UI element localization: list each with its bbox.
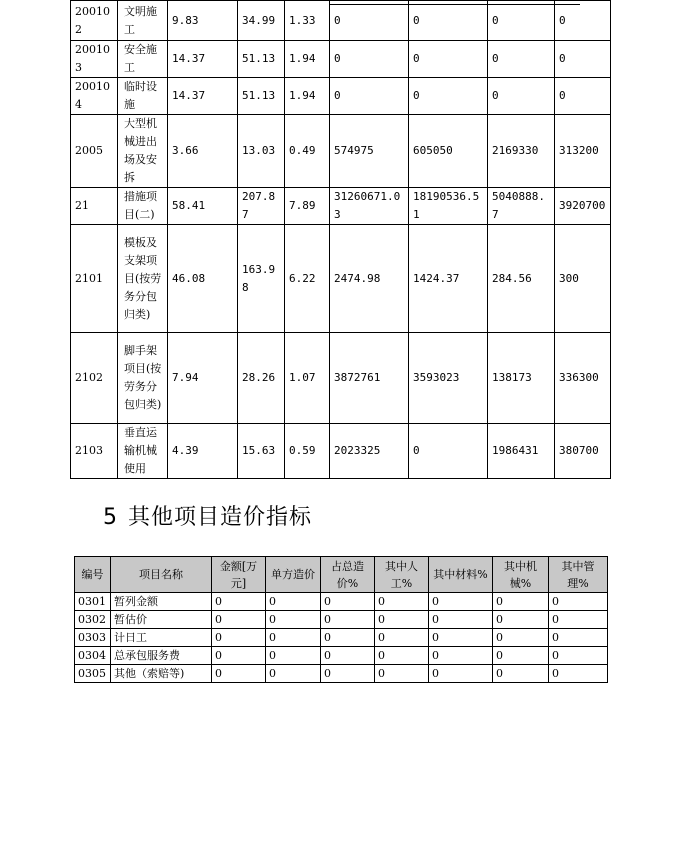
material-cell: 0 xyxy=(429,611,493,629)
item-name: 暂列金额 xyxy=(111,593,212,611)
table-row xyxy=(71,78,611,115)
amount-cell: 4.39 xyxy=(168,424,238,479)
management-cell: 0 xyxy=(555,41,611,78)
amount-cell: 14.37 xyxy=(168,41,238,78)
material-cell: 0 xyxy=(409,424,488,479)
percent-cell: 6.22 xyxy=(285,225,330,333)
table-row xyxy=(71,225,611,333)
table-row xyxy=(75,593,608,611)
section-heading xyxy=(103,500,312,531)
management-cell: 0 xyxy=(549,611,608,629)
item-code: 0301 xyxy=(75,593,111,611)
percent-cell: 1.07 xyxy=(285,333,330,424)
table-row xyxy=(75,665,608,683)
labor-cell: 3872761 xyxy=(330,333,409,424)
section-number: 5 xyxy=(103,505,118,530)
table-row xyxy=(71,188,611,225)
management-cell: 0 xyxy=(549,647,608,665)
percent-cell: 0 xyxy=(321,647,375,665)
management-cell: 0 xyxy=(555,78,611,115)
machine-cell: 1986431 xyxy=(488,424,555,479)
item-name: 模板及支架项目(按劳务分包归类) xyxy=(118,225,168,333)
labor-cell: 0 xyxy=(375,629,429,647)
item-code: 0302 xyxy=(75,611,111,629)
material-cell: 0 xyxy=(429,647,493,665)
table-row xyxy=(71,1,611,41)
material-cell: 0 xyxy=(409,1,488,41)
labor-cell: 2023325 xyxy=(330,424,409,479)
item-name: 脚手架项目(按劳务分包归类) xyxy=(118,333,168,424)
labor-cell: 0 xyxy=(375,611,429,629)
amount-cell: 3.66 xyxy=(168,115,238,188)
management-cell: 0 xyxy=(555,1,611,41)
machine-cell: 138173 xyxy=(488,333,555,424)
material-cell: 18190536.51 xyxy=(409,188,488,225)
machine-cell: 0 xyxy=(488,1,555,41)
management-cell: 336300 xyxy=(555,333,611,424)
amount-cell: 0 xyxy=(212,629,266,647)
table-row xyxy=(71,333,611,424)
unit-cost-cell: 0 xyxy=(266,629,321,647)
amount-cell: 0 xyxy=(212,647,266,665)
machine-cell: 0 xyxy=(493,665,549,683)
percent-cell: 0.49 xyxy=(285,115,330,188)
unit-cost-cell: 13.03 xyxy=(238,115,285,188)
header-row xyxy=(75,557,608,593)
column-header: 其中材料% xyxy=(429,557,493,593)
measures-cost-table xyxy=(70,0,611,479)
amount-cell: 0 xyxy=(212,593,266,611)
amount-cell: 46.08 xyxy=(168,225,238,333)
item-name: 临时设施 xyxy=(118,78,168,115)
column-header: 编号 xyxy=(75,557,111,593)
labor-cell: 0 xyxy=(375,593,429,611)
table-row xyxy=(71,41,611,78)
machine-cell: 0 xyxy=(493,629,549,647)
percent-cell: 0.59 xyxy=(285,424,330,479)
unit-cost-cell: 34.99 xyxy=(238,1,285,41)
material-cell: 3593023 xyxy=(409,333,488,424)
item-name: 文明施工 xyxy=(118,1,168,41)
section-title: 其他项目造价指标 xyxy=(128,505,313,530)
percent-cell: 7.89 xyxy=(285,188,330,225)
percent-cell: 1.94 xyxy=(285,78,330,115)
percent-cell: 1.94 xyxy=(285,41,330,78)
machine-cell: 0 xyxy=(493,611,549,629)
item-name: 措施项目(二) xyxy=(118,188,168,225)
amount-cell: 0 xyxy=(212,611,266,629)
machine-cell: 2169330 xyxy=(488,115,555,188)
material-cell: 0 xyxy=(409,41,488,78)
material-cell: 0 xyxy=(409,78,488,115)
management-cell: 3920700 xyxy=(555,188,611,225)
item-code: 200104 xyxy=(71,78,118,115)
percent-cell: 1.33 xyxy=(285,1,330,41)
labor-cell: 31260671.03 xyxy=(330,188,409,225)
item-code: 0303 xyxy=(75,629,111,647)
machine-cell: 0 xyxy=(493,647,549,665)
labor-cell: 2474.98 xyxy=(330,225,409,333)
column-header: 项目名称 xyxy=(111,557,212,593)
amount-cell: 58.41 xyxy=(168,188,238,225)
machine-cell: 0 xyxy=(488,78,555,115)
material-cell: 605050 xyxy=(409,115,488,188)
unit-cost-cell: 0 xyxy=(266,611,321,629)
machine-cell: 5040888.7 xyxy=(488,188,555,225)
amount-cell: 9.83 xyxy=(168,1,238,41)
column-header: 其中机械% xyxy=(493,557,549,593)
amount-cell: 14.37 xyxy=(168,78,238,115)
material-cell: 1424.37 xyxy=(409,225,488,333)
labor-cell: 0 xyxy=(330,41,409,78)
machine-cell: 0 xyxy=(493,593,549,611)
unit-cost-cell: 28.26 xyxy=(238,333,285,424)
item-code: 2101 xyxy=(71,225,118,333)
unit-cost-cell: 51.13 xyxy=(238,41,285,78)
table-row xyxy=(75,611,608,629)
column-header: 单方造价 xyxy=(266,557,321,593)
percent-cell: 0 xyxy=(321,611,375,629)
unit-cost-cell: 0 xyxy=(266,593,321,611)
amount-cell: 7.94 xyxy=(168,333,238,424)
management-cell: 0 xyxy=(549,593,608,611)
item-code: 200102 xyxy=(71,1,118,41)
material-cell: 0 xyxy=(429,629,493,647)
column-header: 其中管理% xyxy=(549,557,608,593)
management-cell: 0 xyxy=(549,665,608,683)
percent-cell: 0 xyxy=(321,665,375,683)
other-items-cost-table xyxy=(74,556,608,683)
management-cell: 313200 xyxy=(555,115,611,188)
machine-cell: 0 xyxy=(488,41,555,78)
item-code: 200103 xyxy=(71,41,118,78)
item-code: 2102 xyxy=(71,333,118,424)
item-name: 计日工 xyxy=(111,629,212,647)
labor-cell: 0 xyxy=(375,647,429,665)
unit-cost-cell: 0 xyxy=(266,647,321,665)
item-name: 暂估价 xyxy=(111,611,212,629)
amount-cell: 0 xyxy=(212,665,266,683)
column-header: 金额[万元] xyxy=(212,557,266,593)
table-row xyxy=(75,647,608,665)
table-row xyxy=(71,115,611,188)
management-cell: 300 xyxy=(555,225,611,333)
machine-cell: 284.56 xyxy=(488,225,555,333)
unit-cost-cell: 163.98 xyxy=(238,225,285,333)
material-cell: 0 xyxy=(429,665,493,683)
item-name: 垂直运输机械使用 xyxy=(118,424,168,479)
column-header: 其中人工% xyxy=(375,557,429,593)
labor-cell: 574975 xyxy=(330,115,409,188)
unit-cost-cell: 207.87 xyxy=(238,188,285,225)
table-row xyxy=(71,424,611,479)
item-name: 总承包服务费 xyxy=(111,647,212,665)
percent-cell: 0 xyxy=(321,593,375,611)
labor-cell: 0 xyxy=(330,1,409,41)
material-cell: 0 xyxy=(429,593,493,611)
labor-cell: 0 xyxy=(375,665,429,683)
item-code: 0305 xyxy=(75,665,111,683)
item-code: 0304 xyxy=(75,647,111,665)
management-cell: 380700 xyxy=(555,424,611,479)
item-code: 2005 xyxy=(71,115,118,188)
table-row xyxy=(75,629,608,647)
unit-cost-cell: 0 xyxy=(266,665,321,683)
item-code: 2103 xyxy=(71,424,118,479)
item-name: 安全施工 xyxy=(118,41,168,78)
management-cell: 0 xyxy=(549,629,608,647)
item-code: 21 xyxy=(71,188,118,225)
unit-cost-cell: 15.63 xyxy=(238,424,285,479)
column-header: 占总造价% xyxy=(321,557,375,593)
item-name: 大型机械进出场及安拆 xyxy=(118,115,168,188)
labor-cell: 0 xyxy=(330,78,409,115)
unit-cost-cell: 51.13 xyxy=(238,78,285,115)
item-name: 其他（索赔等) xyxy=(111,665,212,683)
percent-cell: 0 xyxy=(321,629,375,647)
